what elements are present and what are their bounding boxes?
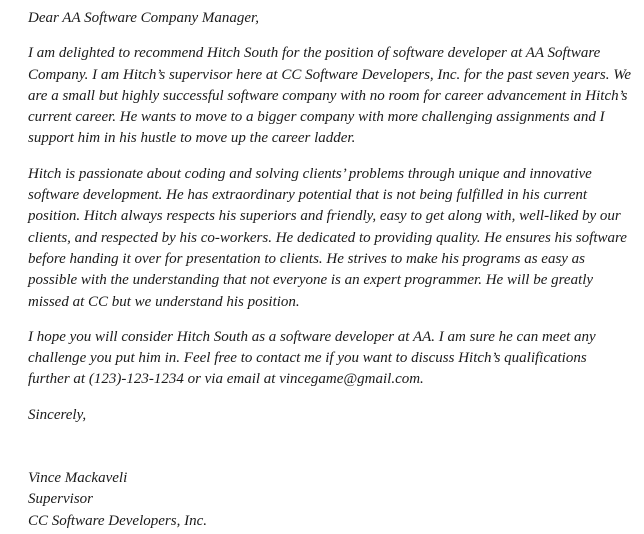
letter-paragraph-contact: I hope you will consider Hitch South as a software developer at AA. I am sure he can meet any challenge you put him in. Feel free to contact me if you want to discuss Hitch’s qualifications further at (123)-123-1234 or via email at vincegame@gmail.com. [28, 328, 596, 388]
signature-block [28, 468, 632, 532]
signature-title: Supervisor [28, 491, 93, 508]
closing-salutation: Sincerely, [28, 406, 87, 423]
letter-paragraph-qualities: Hitch is passionate about coding and solving clients’ problems through unique and innovative software development. He has extraordinary potential that is not being fulfilled in his current position. Hitch always respects his superiors and friendly, easy to get along with, well-liked by our clients, and respected by his co-workers. He dedicated to providing quality. He ensures his software before handing it over for presentation to clients. He strives to make his programs as easy as possible with the understanding that not everyone is an expert programmer. He will be greatly missed at CC but we understand his position. [28, 165, 627, 310]
signature-company: CC Software Developers, Inc. [28, 512, 207, 529]
signature-name: Vince Mackaveli [28, 470, 128, 487]
salutation: Dear AA Software Company Manager, [28, 10, 259, 26]
letter-paragraph-introduction: I am delighted to recommend Hitch South for the position of software developer at AA Software Company. I am Hitch’s supervisor here at CC Software Developers, Inc. for the past seven years. We are a small but highly successful software company with no room for career advancement in Hitch’s current career. He wants to move to a bigger company with more challenging assignments and I support him in his hustle to move up the career ladder. [28, 45, 631, 147]
